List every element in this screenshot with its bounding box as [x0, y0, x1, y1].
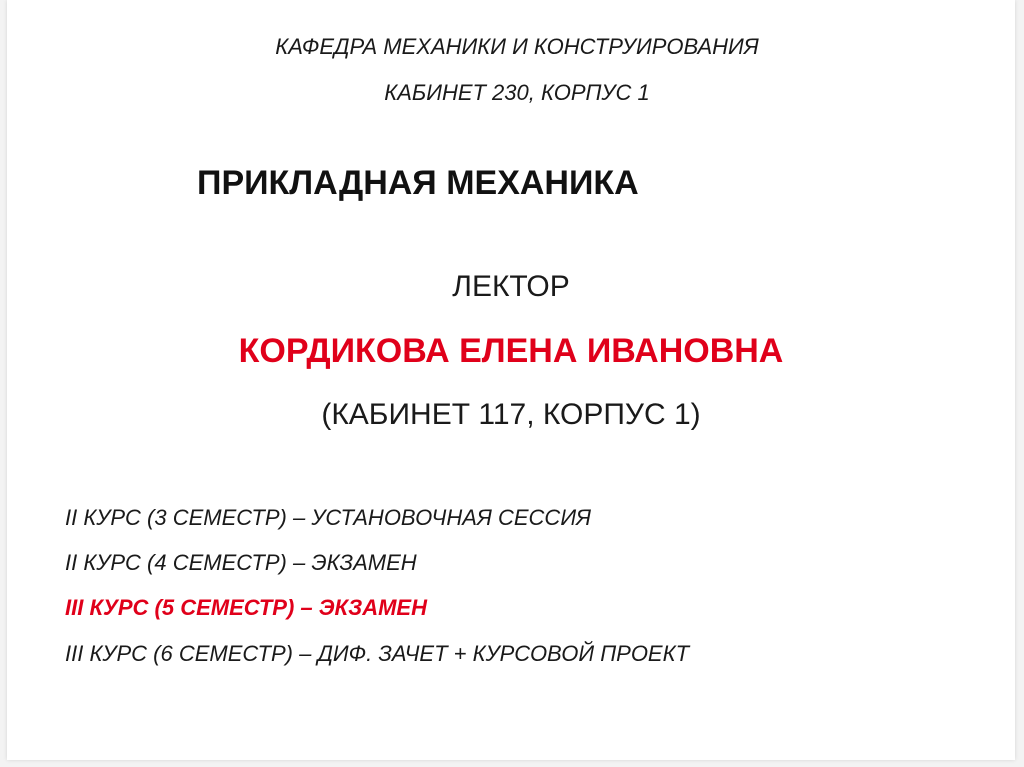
lector-name: КОРДИКОВА ЕЛЕНА ИВАНОВНА: [238, 332, 784, 370]
lector-label: ЛЕКТОР: [452, 270, 570, 303]
lector-room: (КАБИНЕТ 117, КОРПУС 1): [321, 398, 701, 431]
subject-title: ПРИКЛАДНАЯ МЕХАНИКА: [197, 164, 639, 202]
course-item: II КУРС (4 СЕМЕСТР) – ЭКЗАМЕН: [65, 550, 417, 575]
course-item: III КУРС (6 СЕМЕСТР) – ДИФ. ЗАЧЕТ + КУРСОВОЙ ПРОЕКТ: [65, 641, 690, 666]
department-heading: КАФЕДРА МЕХАНИКИ И КОНСТРУИРОВАНИЯ: [275, 34, 759, 59]
course-item-highlighted: III КУРС (5 СЕМЕСТР) – ЭКЗАМЕН: [65, 595, 427, 620]
course-item: II КУРС (3 СЕМЕСТР) – УСТАНОВОЧНАЯ СЕССИЯ: [65, 505, 592, 530]
department-room: КАБИНЕТ 230, КОРПУС 1: [384, 80, 650, 105]
slide: [7, 0, 1015, 760]
